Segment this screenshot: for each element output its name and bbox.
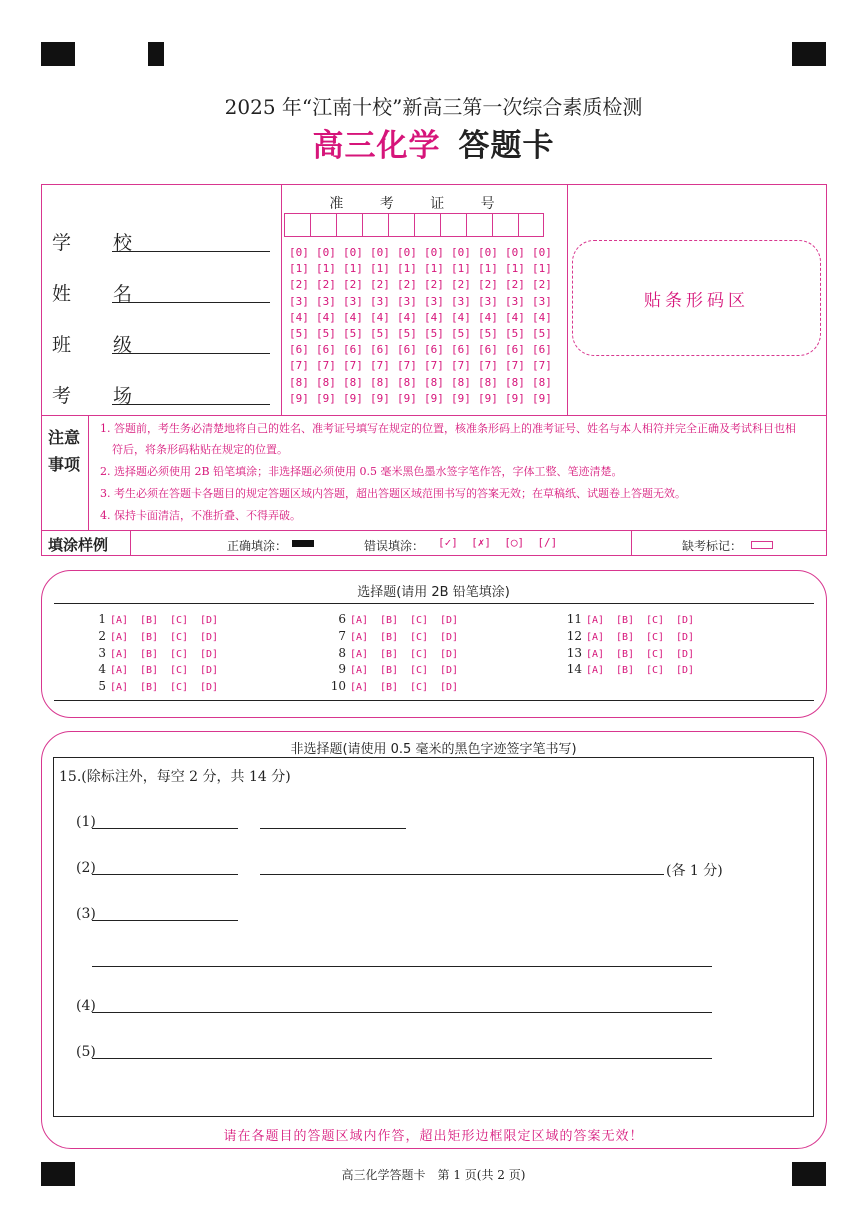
digit-bubble[interactable]: [6]	[424, 343, 444, 357]
option-bubble[interactable]: [A]	[110, 631, 129, 643]
option-bubble[interactable]: [A]	[350, 665, 369, 677]
digit-bubble[interactable]: [2]	[316, 278, 336, 292]
notice-item: 2. 选择题必须使用 2B 铅笔填涂；非选择题必须使用 0.5 毫米黑色墨水签字笔作答，字体工整、笔迹清楚。	[100, 465, 623, 478]
digit-bubble[interactable]: [9]	[397, 391, 417, 405]
answer-line[interactable]	[92, 812, 238, 829]
digit-bubble[interactable]: [1]	[343, 262, 363, 276]
digit-bubble[interactable]: [6]	[343, 343, 363, 357]
option-bubble[interactable]: [B]	[140, 648, 159, 660]
question-number: 1	[98, 612, 106, 626]
digit-bubble[interactable]: [8]	[424, 375, 444, 389]
question-number: 7	[338, 628, 346, 643]
question-number: 10	[330, 679, 346, 694]
digit-bubble[interactable]: [3]	[397, 294, 417, 308]
card-label: 答题卡	[458, 128, 555, 164]
digit-bubble[interactable]: [0]	[532, 246, 552, 259]
question-number: 9	[338, 662, 346, 677]
name-label: 姓 名	[52, 283, 151, 305]
barcode-area: 贴条形码区	[572, 240, 821, 356]
option-bubble[interactable]: [A]	[586, 665, 605, 677]
digit-bubble[interactable]: [2]	[424, 278, 444, 292]
digit-bubble[interactable]: [1]	[505, 262, 525, 276]
absent-mark-label: 缺考标记：	[682, 539, 743, 553]
option-bubble[interactable]: [B]	[380, 615, 399, 626]
room-label: 考 场	[52, 385, 151, 407]
option-bubble[interactable]: [B]	[616, 631, 635, 643]
digit-bubble[interactable]: [4]	[316, 310, 336, 324]
digit-bubble[interactable]: [6]	[505, 343, 525, 357]
mc-question-row	[86, 646, 230, 660]
digit-bubble[interactable]: [2]	[532, 278, 552, 292]
digit-bubble[interactable]: [7]	[478, 359, 498, 373]
digit-bubble[interactable]: [5]	[370, 327, 390, 340]
mc-question-row	[326, 629, 470, 643]
digit-bubble[interactable]: [7]	[343, 359, 363, 373]
free-section-title: 非选择题(请使用 0.5 毫米的黑色字迹签字笔书写)	[290, 742, 577, 757]
digit-bubble[interactable]: [3]	[316, 294, 336, 308]
mc-question-row	[326, 679, 470, 693]
question-number: 13	[566, 645, 582, 660]
answer-frame	[53, 757, 814, 1117]
digit-bubble[interactable]: [5]	[478, 327, 498, 340]
digit-bubble[interactable]: [5]	[343, 327, 363, 340]
option-bubble[interactable]: [C]	[410, 648, 429, 660]
option-bubble[interactable]: [C]	[170, 615, 189, 626]
option-bubble[interactable]: [B]	[380, 665, 399, 677]
divider	[567, 184, 568, 416]
mc-question-row	[86, 612, 230, 626]
room-field[interactable]	[52, 381, 282, 407]
digit-bubble[interactable]: [3]	[451, 294, 471, 308]
exam-number-title: 准 考 证 号	[329, 196, 511, 212]
digit-bubble[interactable]: [3]	[289, 294, 309, 308]
option-bubble[interactable]: [C]	[646, 615, 665, 626]
digit-bubble[interactable]: [9]	[289, 391, 309, 405]
option-bubble[interactable]: [C]	[410, 631, 429, 643]
option-bubble[interactable]: [A]	[110, 615, 129, 626]
option-bubble[interactable]: [A]	[110, 682, 129, 694]
option-bubble[interactable]: [D]	[676, 631, 695, 643]
wrong-fill-marks: [✓] [✗] [◯] [/]	[438, 536, 558, 549]
score-note: (各 1 分)	[666, 863, 723, 879]
digit-bubble[interactable]: [2]	[343, 278, 363, 292]
digit-bubble[interactable]: [7]	[532, 359, 552, 373]
digit-bubble[interactable]: [3]	[532, 294, 552, 308]
answer-line[interactable]	[260, 812, 406, 829]
option-bubble[interactable]: [D]	[200, 665, 219, 677]
digit-bubble[interactable]: [2]	[505, 278, 525, 292]
digit-bubble[interactable]: [1]	[316, 262, 336, 276]
option-bubble[interactable]: [A]	[586, 648, 605, 660]
digit-bubble[interactable]: [7]	[316, 359, 336, 373]
answer-line[interactable]	[92, 904, 238, 921]
question-number: 12	[566, 628, 582, 643]
digit-bubble[interactable]: [8]	[532, 375, 552, 389]
digit-bubble[interactable]: [0]	[370, 246, 390, 259]
digit-bubble[interactable]: [2]	[451, 278, 471, 292]
digit-bubble[interactable]: [4]	[532, 310, 552, 324]
question-number: 8	[338, 645, 346, 660]
digit-bubble[interactable]: [7]	[370, 359, 390, 373]
exam-number-boxes[interactable]	[284, 213, 544, 237]
digit-bubble[interactable]: [1]	[424, 262, 444, 276]
digit-bubble[interactable]: [5]	[451, 327, 471, 340]
digit-bubble[interactable]: [9]	[451, 391, 471, 405]
subject-title: 高三化学	[312, 128, 441, 164]
option-bubble[interactable]: [D]	[200, 648, 219, 660]
divider	[88, 415, 89, 531]
digit-bubble[interactable]: [6]	[451, 343, 471, 357]
digit-bubble[interactable]: [1]	[397, 262, 417, 276]
answer-line[interactable]	[92, 950, 712, 967]
digit-bubble[interactable]: [9]	[478, 391, 498, 405]
question-number: 3	[98, 645, 106, 660]
digit-bubble[interactable]: [2]	[397, 278, 417, 292]
digit-bubble[interactable]: [5]	[424, 327, 444, 340]
digit-bubble[interactable]: [5]	[289, 327, 309, 340]
card-title	[0, 120, 867, 165]
option-bubble[interactable]: [B]	[616, 648, 635, 660]
digit-bubble[interactable]: [6]	[316, 343, 336, 357]
digit-bubble[interactable]: [1]	[370, 262, 390, 276]
digit-bubble[interactable]: [7]	[451, 359, 471, 373]
class-label: 班 级	[52, 334, 151, 356]
registration-mark	[41, 42, 75, 66]
option-bubble[interactable]: [A]	[350, 615, 369, 626]
option-bubble[interactable]: [A]	[586, 615, 605, 626]
warning-text: 请在各题目的答题区域内作答，超出矩形边框限定区域的答案无效！	[223, 1129, 644, 1144]
option-bubble[interactable]: [D]	[200, 682, 219, 694]
mc-question-row	[562, 612, 706, 626]
option-bubble[interactable]: [C]	[170, 648, 189, 660]
digit-bubble[interactable]: [2]	[478, 278, 498, 292]
option-bubble[interactable]: [C]	[646, 648, 665, 660]
mc-question-row	[562, 629, 706, 643]
digit-bubble[interactable]: [0]	[397, 246, 417, 259]
registration-mark	[792, 42, 826, 66]
option-bubble[interactable]: [B]	[140, 665, 159, 677]
option-bubble[interactable]: [B]	[140, 682, 159, 694]
question-number: 4	[98, 662, 106, 677]
digit-bubble[interactable]: [2]	[289, 278, 309, 292]
correct-fill-label: 正确填涂：	[227, 539, 288, 553]
digit-bubble[interactable]: [8]	[316, 375, 336, 389]
option-bubble[interactable]: [D]	[440, 648, 459, 660]
option-bubble[interactable]: [C]	[410, 615, 429, 626]
option-bubble[interactable]: [D]	[200, 631, 219, 643]
option-bubble[interactable]: [A]	[110, 665, 129, 677]
option-bubble[interactable]: [A]	[350, 648, 369, 660]
digit-bubble[interactable]: [9]	[316, 391, 336, 405]
digit-bubble[interactable]: [8]	[478, 375, 498, 389]
option-bubble[interactable]: [B]	[380, 631, 399, 643]
mc-question-row	[326, 646, 470, 660]
option-bubble[interactable]: [C]	[410, 665, 429, 677]
digit-bubble[interactable]: [8]	[451, 375, 471, 389]
answer-line[interactable]	[92, 1042, 712, 1059]
notice-item: 1. 答题前，考生务必清楚地将自己的姓名、准考证号填写在规定的位置，核准条形码上的准考证号、姓名与本人相符并完全正确及考试科目也相	[100, 422, 796, 435]
mc-question-row	[86, 679, 230, 693]
digit-bubble[interactable]: [8]	[397, 375, 417, 389]
mc-question-row	[562, 662, 706, 676]
part-label: (2)	[76, 860, 96, 876]
option-bubble[interactable]: [B]	[616, 615, 635, 626]
correct-fill-mark	[292, 540, 314, 547]
digit-bubble[interactable]: [5]	[397, 327, 417, 340]
digit-bubble[interactable]: [2]	[370, 278, 390, 292]
digit-bubble[interactable]: [1]	[451, 262, 471, 276]
option-bubble[interactable]: [B]	[140, 631, 159, 643]
question-number: 5	[98, 679, 106, 694]
absent-mark-box[interactable]	[751, 541, 773, 549]
part-label: (4)	[76, 998, 96, 1014]
option-bubble[interactable]: [C]	[170, 631, 189, 643]
school-field[interactable]	[52, 228, 282, 254]
mc-question-row	[326, 662, 470, 676]
option-bubble[interactable]: [B]	[380, 682, 399, 694]
notice-item: 3. 考生必须在答题卡各题目的规定答题区域内答题，超出答题区域范围书写的答案无效；在草稿纸、试题卷上答题无效。	[100, 487, 686, 500]
digit-bubble[interactable]: [1]	[478, 262, 498, 276]
school-label: 学 校	[52, 232, 151, 254]
question-number: 11	[566, 612, 582, 626]
digit-bubble[interactable]: [4]	[370, 310, 390, 324]
option-bubble[interactable]: [D]	[440, 615, 459, 626]
question-number: 6	[338, 612, 346, 626]
class-field[interactable]	[52, 330, 282, 356]
option-bubble[interactable]: [C]	[410, 682, 429, 694]
part-label: (3)	[76, 906, 96, 922]
digit-bubble[interactable]: [7]	[424, 359, 444, 373]
digit-bubble[interactable]: [1]	[532, 262, 552, 276]
name-field[interactable]	[52, 279, 282, 305]
digit-bubble[interactable]: [8]	[289, 375, 309, 389]
digit-bubble[interactable]: [7]	[289, 359, 309, 373]
digit-bubble[interactable]: [6]	[289, 343, 309, 357]
notice-item: 符后，将条形码粘贴在规定的位置。	[112, 443, 288, 456]
mc-question-row	[86, 629, 230, 643]
option-bubble[interactable]: [A]	[350, 631, 369, 643]
option-bubble[interactable]: [C]	[646, 665, 665, 677]
notice-label: 注意事项	[47, 428, 80, 474]
digit-bubble[interactable]: [0]	[424, 246, 444, 259]
digit-bubble[interactable]: [6]	[532, 343, 552, 357]
option-bubble[interactable]: [A]	[110, 648, 129, 660]
digit-bubble[interactable]: [8]	[505, 375, 525, 389]
digit-bubble[interactable]: [0]	[451, 246, 471, 259]
wrong-fill-label: 错误填涂：	[364, 539, 425, 553]
notice-item: 4. 保持卡面清洁，不准折叠、不得弄破。	[100, 509, 301, 522]
sample-label: 填涂样例	[48, 536, 109, 554]
digit-bubble[interactable]: [0]	[289, 246, 309, 259]
option-bubble[interactable]: [A]	[350, 682, 369, 694]
exam-title: 2025 年“江南十校”新高三第一次综合素质检测	[224, 95, 643, 119]
digit-bubble[interactable]: [1]	[289, 262, 309, 276]
mc-question-row	[562, 646, 706, 660]
digit-bubble[interactable]: [9]	[505, 391, 525, 405]
digit-bubble[interactable]: [8]	[343, 375, 363, 389]
option-bubble[interactable]: [D]	[676, 615, 695, 626]
page-footer: 高三化学答题卡 第 1 页(共 2 页)	[341, 1168, 526, 1182]
digit-bubble[interactable]: [4]	[289, 310, 309, 324]
answer-line[interactable]	[260, 858, 664, 875]
digit-bubble[interactable]: [3]	[370, 294, 390, 308]
digit-bubble[interactable]: [3]	[424, 294, 444, 308]
digit-bubble[interactable]: [4]	[343, 310, 363, 324]
digit-bubble[interactable]: [3]	[343, 294, 363, 308]
digit-bubble[interactable]: [6]	[478, 343, 498, 357]
option-bubble[interactable]: [C]	[646, 631, 665, 643]
digit-bubble[interactable]: [0]	[316, 246, 336, 259]
mc-section-title: 选择题(请用 2B 铅笔填涂)	[357, 585, 510, 600]
part-label: (1)	[76, 814, 96, 830]
digit-bubble[interactable]: [0]	[343, 246, 363, 259]
part-label: (5)	[76, 1044, 96, 1060]
digit-bubble[interactable]: [5]	[505, 327, 525, 340]
digit-bubble[interactable]: [4]	[505, 310, 525, 324]
q15-header: 15.(除标注外，每空 2 分，共 14 分)	[59, 769, 291, 785]
question-number: 2	[98, 628, 106, 643]
digit-bubble[interactable]: [4]	[397, 310, 417, 324]
digit-bubble[interactable]: [4]	[478, 310, 498, 324]
digit-bubble[interactable]: [5]	[316, 327, 336, 340]
digit-bubble[interactable]: [9]	[370, 391, 390, 405]
mc-question-row	[86, 662, 230, 676]
option-bubble[interactable]: [D]	[200, 615, 219, 626]
registration-mark	[148, 42, 164, 66]
digit-bubble[interactable]: [3]	[478, 294, 498, 308]
option-bubble[interactable]: [B]	[616, 665, 635, 677]
option-bubble[interactable]: [B]	[140, 615, 159, 626]
option-bubble[interactable]: [D]	[676, 665, 695, 677]
digit-bubble[interactable]: [4]	[451, 310, 471, 324]
digit-bubble[interactable]: [7]	[397, 359, 417, 373]
digit-bubble[interactable]: [9]	[532, 391, 552, 405]
option-bubble[interactable]: [A]	[586, 631, 605, 643]
question-number: 14	[566, 662, 582, 677]
digit-bubble[interactable]: [6]	[397, 343, 417, 357]
digit-bubble[interactable]: [5]	[532, 327, 552, 340]
digit-bubble[interactable]: [9]	[424, 391, 444, 405]
option-bubble[interactable]: [D]	[440, 682, 459, 694]
mc-question-row	[326, 612, 470, 626]
digit-bubble[interactable]: [6]	[370, 343, 390, 357]
fill-sample-bar	[41, 530, 827, 556]
digit-bubble[interactable]: [3]	[505, 294, 525, 308]
option-bubble[interactable]: [D]	[676, 648, 695, 660]
answer-line[interactable]	[92, 996, 712, 1013]
option-bubble[interactable]: [C]	[170, 682, 189, 694]
option-bubble[interactable]: [B]	[380, 648, 399, 660]
answer-line[interactable]	[92, 858, 238, 875]
digit-bubble[interactable]: [9]	[343, 391, 363, 405]
option-bubble[interactable]: [C]	[170, 665, 189, 677]
digit-bubble[interactable]: [0]	[478, 246, 498, 259]
digit-bubble[interactable]: [4]	[424, 310, 444, 324]
digit-bubble[interactable]: [7]	[505, 359, 525, 373]
digit-bubble[interactable]: [0]	[505, 246, 525, 259]
option-bubble[interactable]: [D]	[440, 665, 459, 677]
option-bubble[interactable]: [D]	[440, 631, 459, 643]
digit-bubble[interactable]: [8]	[370, 375, 390, 389]
